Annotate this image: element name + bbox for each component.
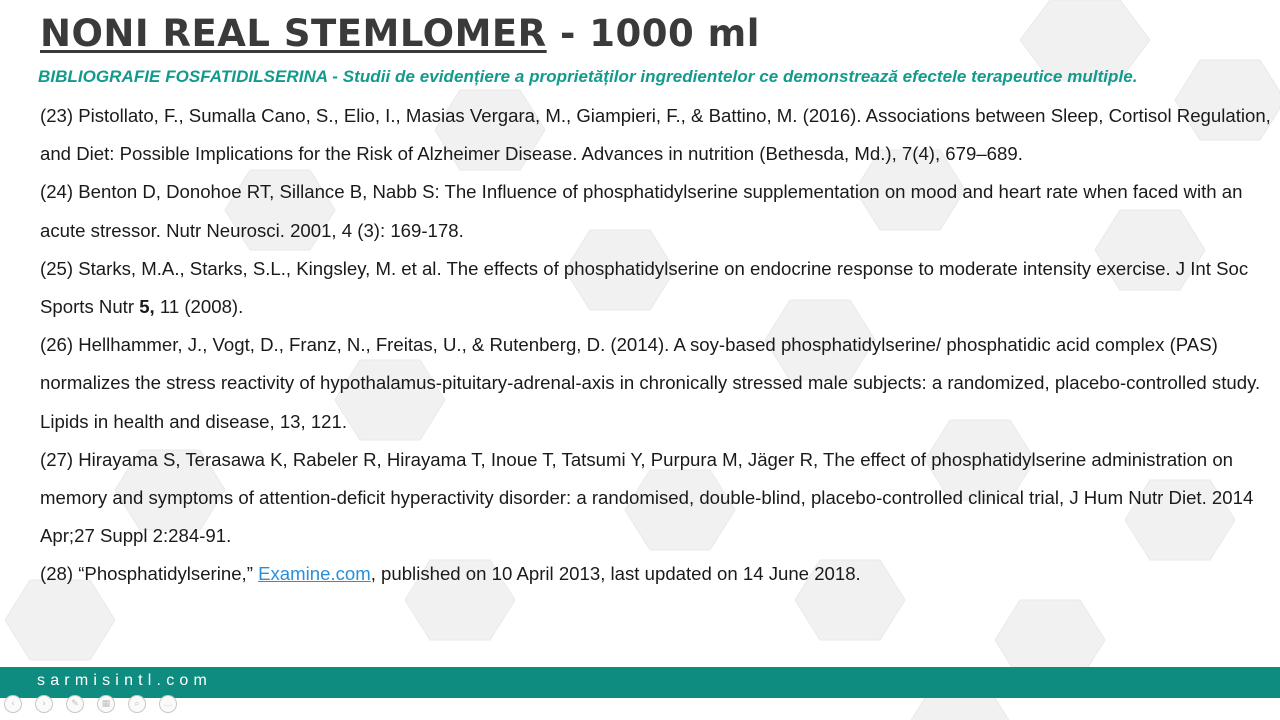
- zoom-icon[interactable]: ⌕: [128, 695, 146, 713]
- reference-25-text: (25) Starks, M.A., Starks, S.L., Kingsley, M. et al. The effects of phosphatidylserine on endocrine response to moderate intensity exercise. J Int Soc Sports Nutr: [40, 257, 1249, 318]
- bibliography-subtitle: BIBLIOGRAFIE FOSFATIDILSERINA - Studii de evidențiere a proprietăților ingredientelor ce demonstrează efectele terapeutice multiple.: [38, 67, 1138, 86]
- examine-link[interactable]: Examine.com: [258, 563, 371, 585]
- footer-website: sarmisintl.com: [37, 672, 213, 689]
- more-options-icon[interactable]: …: [159, 695, 177, 713]
- product-volume: - 1000 ml: [546, 12, 760, 55]
- reference-25-volume: 5,: [139, 296, 155, 318]
- reference-24: (24) Benton D, Donohoe RT, Sillance B, Nabb S: The Influence of phosphatidylserine supplementation on mood and heart rate when faced with an acute stressor. Nutr Neurosci. 2001, 4 (3): 169-178.: [40, 181, 1243, 241]
- reference-28-text: (28) “Phosphatidylserine,”: [40, 563, 259, 585]
- reference-23: (23) Pistollato, F., Sumalla Cano, S., Elio, I., Masias Vergara, M., Giampieri, F., & Battino, M. (2016). Associations between Sleep, Cortisol Regulation, and Diet: Possible Implications for the Risk of Alzheimer Disease. Advances in nutrition (Bethesda, Md.), 7(4), 679–689.: [40, 105, 1271, 165]
- reference-26: (26) Hellhammer, J., Vogt, D., Franz, N., Freitas, U., & Rutenberg, D. (2014). A soy-based phosphatidylserine/ phosphatidic acid complex (PAS) normalizes the stress reactivity of hypothalamus-pituitary-adrenal-axis in chronically stressed male subjects: a randomized, placebo-controlled study. Lipids in health and disease, 13, 121.: [40, 334, 1261, 432]
- pen-tool-icon[interactable]: ✎: [66, 695, 84, 713]
- reference-list: [40, 97, 1272, 594]
- product-name: NONI REAL STEMLOMER: [40, 12, 547, 55]
- reference-27: (27) Hirayama S, Terasawa K, Rabeler R, Hirayama T, Inoue T, Tatsumi Y, Purpura M, Jäger R, The effect of phosphatidylserine administration on memory and symptoms of attention-deficit hyperactivity disorder: a randomised, double-blind, placebo-controlled clinical trial, J Hum Nutr Diet. 2014 Apr;27 Suppl 2:284-91.: [40, 448, 1254, 547]
- reference-28-dates: , published on 10 April 2013, last updated on 14 June 2018.: [370, 563, 861, 585]
- footer-bar: [0, 667, 1280, 698]
- next-slide-icon[interactable]: ›: [35, 695, 53, 713]
- previous-slide-icon[interactable]: ‹: [4, 695, 22, 713]
- slideshow-controls: [4, 695, 177, 713]
- reference-25: [40, 250, 1272, 326]
- reference-25-pages: 11 (2008).: [154, 296, 244, 318]
- reference-28: [40, 555, 1272, 593]
- see-all-slides-icon[interactable]: ▦: [97, 695, 115, 713]
- page-title: [40, 12, 760, 55]
